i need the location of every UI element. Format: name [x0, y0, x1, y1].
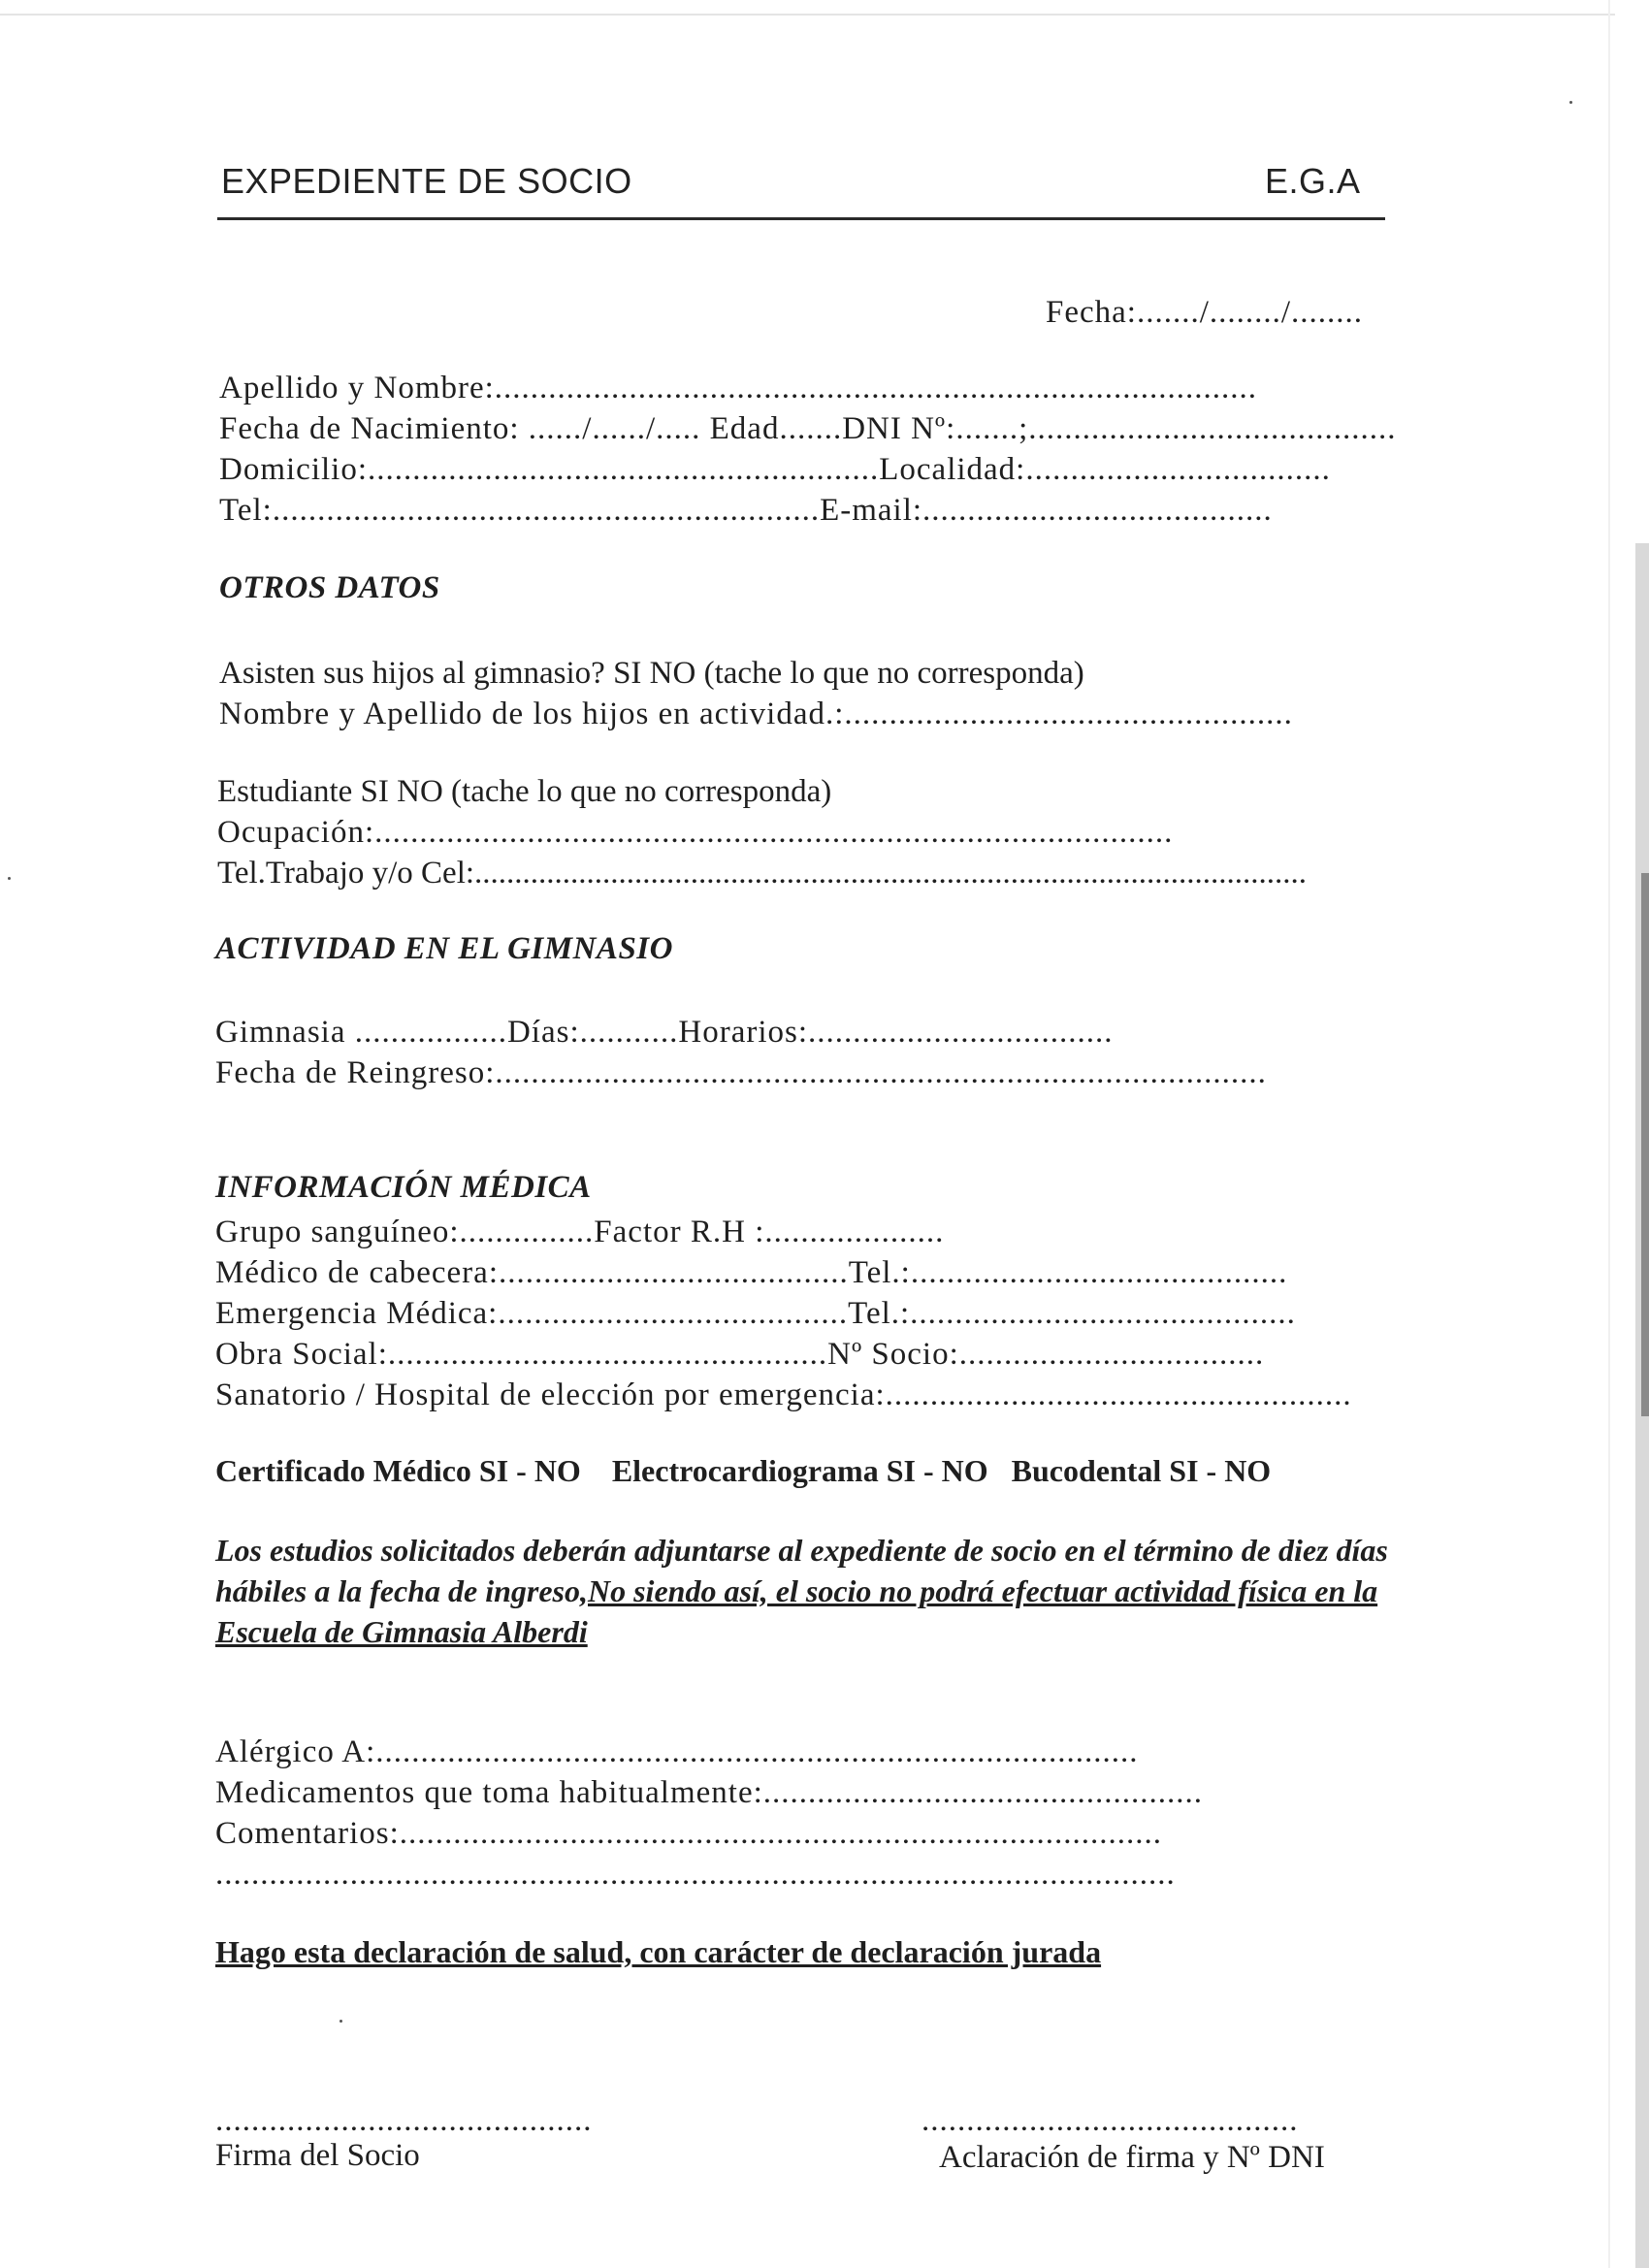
emergencia-medica-field[interactable]: Emergencia Médica:.......................................Tel.:........................................... — [215, 1296, 1296, 1331]
medico-cabecera-field[interactable]: Médico de cabecera:.......................................Tel.:.......................................... — [215, 1255, 1288, 1290]
scan-edge-top — [0, 14, 1615, 16]
scan-speck — [8, 877, 11, 880]
form-title: EXPEDIENTE DE SOCIO — [221, 161, 632, 201]
apellido-nombre-field[interactable]: Apellido y Nombre:..................................................................................... — [219, 371, 1258, 405]
hijos-question[interactable]: Asisten sus hijos al gimnasio? SI NO (tache lo que no corresponda) — [219, 656, 1084, 691]
tel-email-field[interactable]: Tel:.............................................................E-mail:....................................... — [219, 493, 1273, 528]
estudiante-question[interactable]: Estudiante SI NO (tache lo que no corresponda) — [217, 774, 832, 809]
firma-socio-label: Firma del Socio — [215, 2138, 420, 2173]
otros-datos-heading: OTROS DATOS — [219, 570, 440, 605]
aviso-line-2-plain: hábiles a la fecha de ingreso, — [215, 1573, 588, 1608]
tel-trabajo-field[interactable]: Tel.Trabajo y/o Cel:........................................................................................................ — [217, 856, 1308, 891]
nacimiento-edad-dni-field[interactable]: Fecha de Nacimiento: ....../....../..... Edad.......DNI Nº:.......;......................................... — [219, 411, 1397, 446]
scan-edge-right — [1608, 0, 1610, 2268]
medicamentos-field[interactable]: Medicamentos que toma habitualmente:................................................. — [215, 1775, 1204, 1810]
grupo-sanguineo-field[interactable]: Grupo sanguíneo:...............Factor R.H :.................... — [215, 1215, 945, 1249]
scan-speck — [1569, 101, 1572, 104]
fecha-field[interactable]: Fecha:......./......../........ — [1046, 295, 1364, 330]
aviso-line-2-underlined: No siendo así, el socio no podrá efectuar actividad física en la — [587, 1573, 1378, 1608]
estudios-requeridos[interactable]: Certificado Médico SI - NO Electrocardiograma SI - NO Bucodental SI - NO — [215, 1453, 1272, 1488]
actividad-heading: ACTIVIDAD EN EL GIMNASIO — [215, 931, 673, 966]
reingreso-field[interactable]: Fecha de Reingreso:...................................................................................... — [215, 1055, 1267, 1090]
firma-socio-line[interactable]: .......................................... — [215, 2103, 593, 2138]
aviso-line-1: Los estudios solicitados deberán adjuntarse al expediente de socio en el término de diez días — [215, 1533, 1388, 1568]
medica-heading: INFORMACIÓN MÉDICA — [215, 1170, 592, 1205]
hijos-nombres-field[interactable]: Nombre y Apellido de los hijos en actividad.:.................................................. — [219, 697, 1293, 731]
declaracion-jurada: Hago esta declaración de salud, con carácter de declaración jurada — [215, 1934, 1102, 1969]
comentarios-field[interactable]: Comentarios:..................................................................................... — [215, 1816, 1163, 1851]
form-code: E.G.A — [1265, 161, 1361, 201]
aclaracion-firma-label: Aclaración de firma y Nº DNI — [939, 2140, 1325, 2175]
scan-speck — [340, 2020, 342, 2023]
obra-social-field[interactable]: Obra Social:.................................................Nº Socio:.................................. — [215, 1337, 1265, 1372]
aclaracion-firma-line[interactable]: .......................................... — [922, 2103, 1299, 2138]
scan-shadow-dark — [1641, 873, 1649, 1416]
aviso-line-2 — [215, 1571, 1377, 1611]
header-rule — [217, 217, 1385, 220]
comentarios-extra-line[interactable]: ........................................................................................................... — [215, 1857, 1176, 1892]
ocupacion-field[interactable]: Ocupación:......................................................................................... — [217, 815, 1174, 850]
domicilio-localidad-field[interactable]: Domicilio:.........................................................Localidad:.................................. — [219, 452, 1331, 487]
alergico-field[interactable]: Alérgico A:..................................................................................... — [215, 1734, 1139, 1769]
sanatorio-field[interactable]: Sanatorio / Hospital de elección por emergencia:.................................................... — [215, 1377, 1352, 1412]
gimnasia-dias-horarios-field[interactable]: Gimnasia .................Días:...........Horarios:.................................. — [215, 1015, 1114, 1050]
aviso-line-3: Escuela de Gimnasia Alberdi — [215, 1614, 588, 1649]
